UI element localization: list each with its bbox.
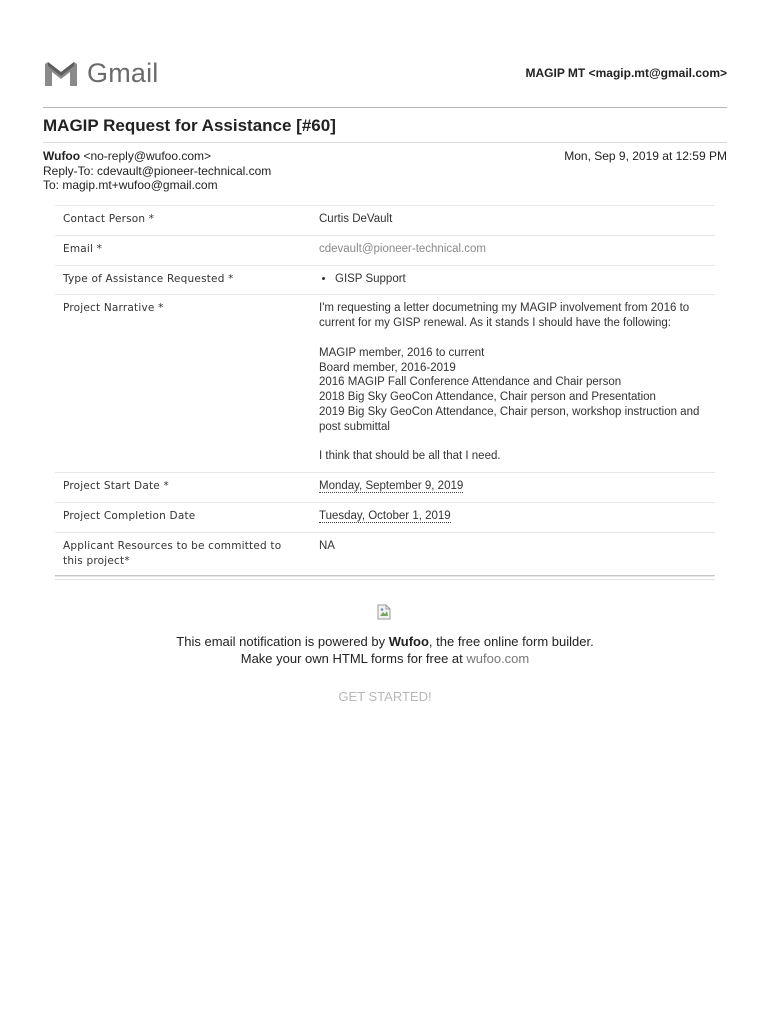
field-label: Type of Assistance Requested *	[55, 265, 311, 295]
field-value	[311, 265, 715, 295]
narrative-paragraph: I think that should be all that I need.	[319, 450, 501, 463]
field-value: Curtis DeVault	[311, 206, 715, 236]
start-date-link[interactable]: Monday, September 9, 2019	[319, 480, 464, 493]
field-value	[311, 502, 715, 532]
assistance-list	[319, 272, 707, 287]
sender-address[interactable]: <no-reply@wufoo.com>	[83, 149, 212, 163]
email-date: Mon, Sep 9, 2019 at 12:59 PM	[564, 149, 727, 163]
table-row	[55, 295, 715, 473]
footer-text: This email notification is powered by	[176, 634, 389, 649]
table-row	[55, 532, 715, 577]
sender-line	[43, 149, 271, 164]
field-label: Project Completion Date	[55, 502, 311, 532]
footer-powered-by	[0, 634, 770, 649]
gmail-logo-text: Gmail	[87, 58, 159, 88]
table-row	[55, 473, 715, 503]
get-started-link[interactable]: GET STARTED!	[338, 689, 432, 704]
broken-image-icon	[376, 604, 392, 625]
field-value: NA	[311, 532, 715, 577]
field-value	[311, 473, 715, 503]
to-line: To: magip.mt+wufoo@gmail.com	[43, 178, 218, 192]
footer-text: Make your own HTML forms for free at	[240, 651, 467, 666]
narrative-line: MAGIP member, 2016 to current	[319, 346, 485, 359]
sender-name: Wufoo	[43, 149, 81, 163]
subject-divider	[43, 142, 727, 143]
reply-to-line: Reply-To: cdevault@pioneer-technical.com	[43, 163, 272, 178]
gmail-logo[interactable]	[43, 58, 159, 89]
account-label: MAGIP MT <magip.mt@gmail.com>	[525, 66, 727, 80]
footer-text: , the free online form builder.	[428, 634, 594, 649]
email-meta	[43, 149, 271, 193]
narrative-line: 2018 Big Sky GeoCon Attendance, Chair person and Presentation	[319, 391, 656, 404]
table-row	[55, 235, 715, 265]
field-label: Applicant Resources to be committed to this project*	[55, 532, 311, 577]
completion-date-link[interactable]: Tuesday, October 1, 2019	[319, 509, 451, 522]
narrative-line: 2019 Big Sky GeoCon Attendance, Chair person, workshop instruction and post submittal	[319, 405, 700, 433]
form-entries-table	[55, 205, 715, 577]
list-item: • GISP Support	[335, 272, 707, 287]
narrative-list	[319, 346, 707, 435]
footer-brand: Wufoo	[388, 634, 429, 649]
table-row	[55, 502, 715, 532]
table-row	[55, 206, 715, 236]
field-label: Project Start Date *	[55, 473, 311, 503]
form-bottom-divider	[55, 575, 715, 580]
narrative-line: Board member, 2016-2019	[319, 361, 456, 374]
narrative-line: 2016 MAGIP Fall Conference Attendance and Chair person	[319, 376, 622, 389]
gmail-m-icon	[43, 60, 79, 88]
email-subject: MAGIP Request for Assistance [#60]	[43, 116, 336, 135]
field-label: Email *	[55, 235, 311, 265]
header-divider	[43, 107, 727, 108]
email-link[interactable]: cdevault@pioneer-technical.com	[319, 242, 487, 255]
field-label: Contact Person *	[55, 206, 311, 236]
field-value	[311, 235, 715, 265]
gmail-header	[43, 56, 727, 90]
wufoo-link[interactable]: wufoo.com	[466, 651, 530, 666]
narrative-paragraph: I'm requesting a letter documetning my MAGIP involvement from 2016 to current for my GISP renewal. As it stands I should have the following:	[319, 302, 690, 330]
field-value	[311, 295, 715, 473]
field-label: Project Narrative *	[55, 295, 311, 473]
footer-make-forms	[0, 651, 770, 666]
table-row	[55, 265, 715, 295]
